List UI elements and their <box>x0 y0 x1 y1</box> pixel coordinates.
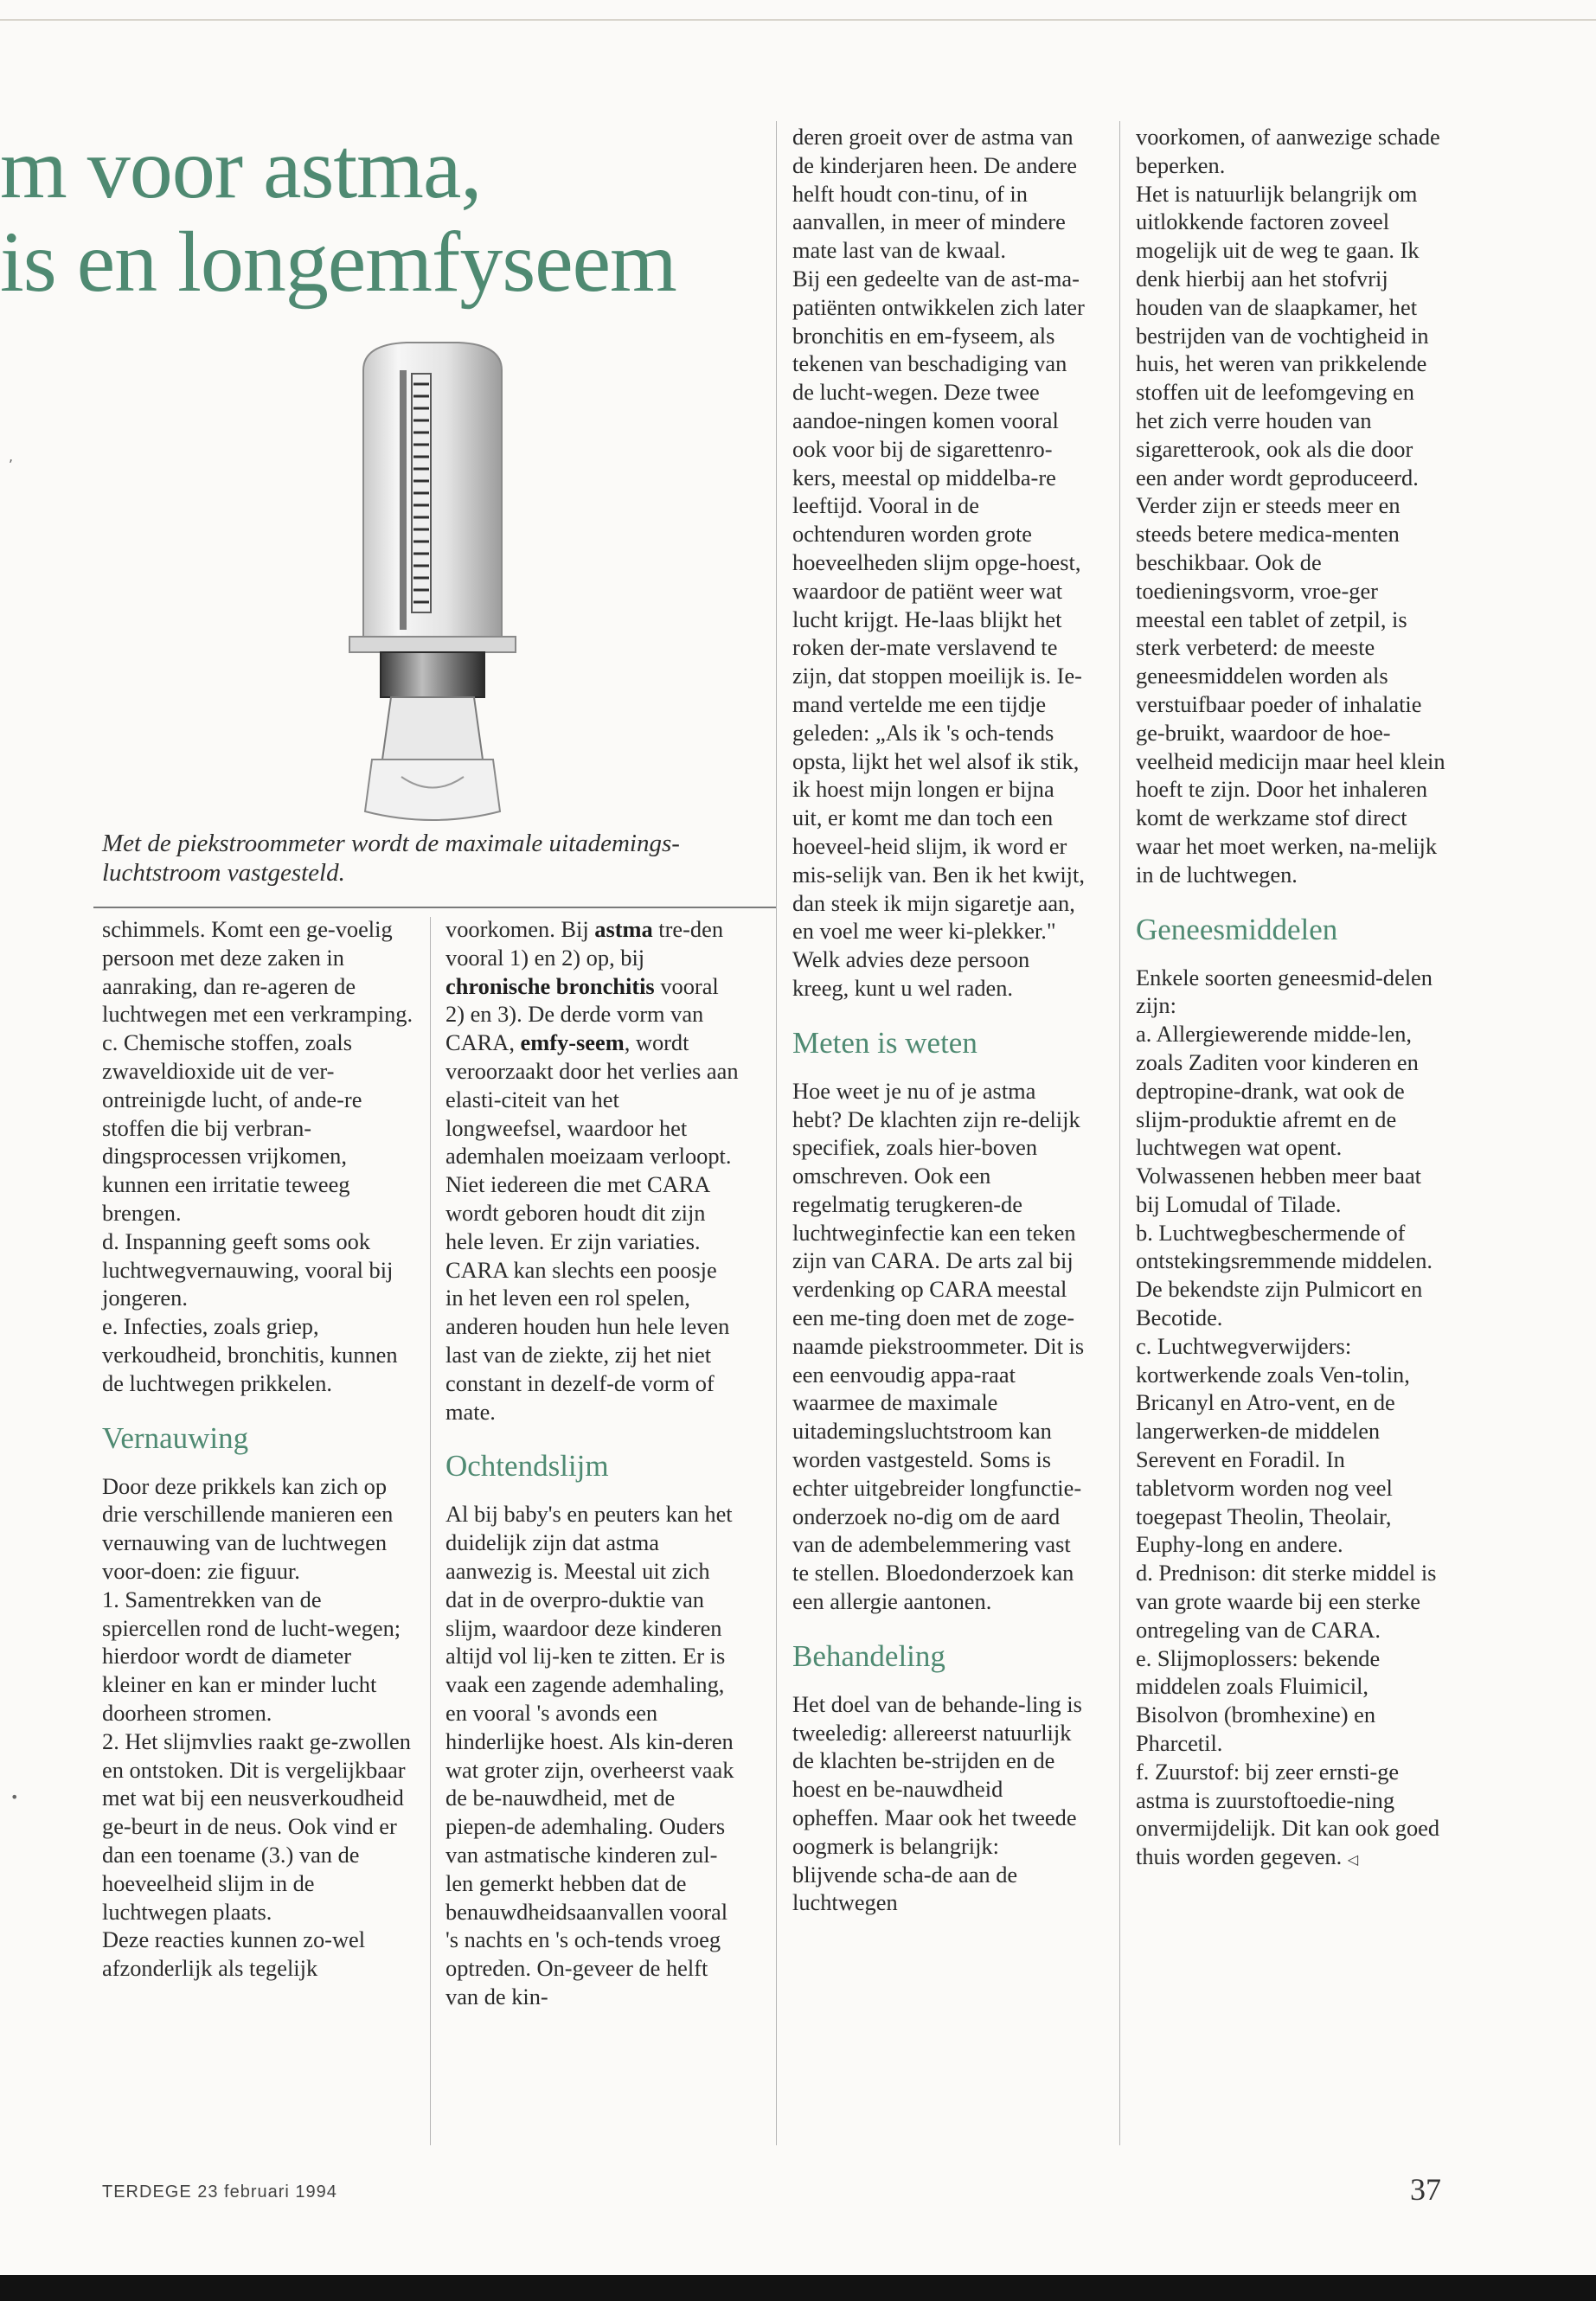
paragraph <box>1136 1758 1447 1875</box>
paragraph: e. Slijmoplossers: bekende middelen zoals Fluimicil, Bisolvon (bromhexine) en Pharcetil. <box>1136 1644 1381 1757</box>
paragraph: Deze reacties kunnen zo-wel afzonderlijk als tegelijk <box>102 1926 366 1982</box>
paragraph: Het is natuurlijk belangrijk om uitlokkende factoren zoveel mogelijk uit de weg te gaan. Ik denk hierbij aan het stofvrij houden van de slaapkamer, het bestrijden van de vochtigheid in huis, het weren van prikkelende stoffen uit de leefomgeving en het zich verre houden van sigaretterook, ook als die door een ander wordt geproduceerd. <box>1136 180 1429 490</box>
paragraph: Verder zijn er steeds meer en steeds betere medica-menten beschikbaar. Ook de toedieningsvorm, vroe-ger meestal een tablet of zetpil, is sterk verbeterd: de meeste geneesmiddelen worden als verstuifbaar poeder of inhalatie ge-bruikt, waardoor de hoe-veelheid medicijn maar heel klein hoeft te zijn. Door het inhaleren komt de werkzame stof direct waar het moet werken, na-melijk in de luchtwegen. <box>1136 492 1445 888</box>
column-divider-3 <box>1119 121 1120 2145</box>
paragraph: 1. Samentrekken van de spiercellen rond de lucht-wegen; hierdoor wordt de diameter kleiner en kan er minder lucht doorheen stromen. <box>102 1586 401 1726</box>
column-3 <box>792 123 1086 1917</box>
column-2 <box>445 915 740 2011</box>
paragraph: Enkele soorten geneesmid-delen zijn: <box>1136 964 1433 1019</box>
column-1 <box>102 915 413 1983</box>
text-run: voorkomen. Bij <box>445 916 595 942</box>
paragraph: Hoe weet je nu of je astma hebt? De klachten zijn re-delijk specifiek, zoals hier-boven omschreven. Ook een regelmatig terugkeren-de luchtweginfectie kan een teken zijn van CARA. De arts zal bij verdenking op CARA meestal een me-ting doen met de zoge-naamde piekstroommeter. Dit is een eenvoudig appa-raat waarmee de maximale uitademingsluchtstroom kan worden vastgesteld. Soms is echter uitgebreider longfunctie-onderzoek no-dig om de aard van de adembelemmering vast te stellen. Bloedonderzoek kan een allergie aantonen. <box>792 1077 1085 1615</box>
section-heading-geneesmiddelen: Geneesmiddelen <box>1136 912 1338 946</box>
page-number: 37 <box>1410 2172 1441 2207</box>
headline-line-2: is en longemfyseem <box>0 215 676 310</box>
paragraph: Door deze prikkels kan zich op drie verschillende manieren een vernauwing van de luchtwegen voor-doen: zie figuur. <box>102 1472 394 1584</box>
peak-flow-meter-illustration <box>329 327 536 829</box>
margin-tick: , <box>9 448 14 465</box>
section-heading-meten-is-weten: Meten is weten <box>792 1025 977 1060</box>
paragraph: c. Luchtwegverwijders: kortwerkende zoals Ven-tolin, Bricanyl en Atro-vent, en de langerwerken-de middelen Serevent en Foradil. In tabletvorm worden nog veel toegepast Theolin, Theolair, Euphy-long en andere. <box>1136 1332 1410 1558</box>
paragraph: d. Prednison: dit sterke middel is van grote waarde bij een sterke ontregeling van de CARA. <box>1136 1560 1437 1643</box>
term-astma: astma <box>594 916 653 942</box>
paragraph: d. Inspanning geeft soms ook luchtwegvernauwing, vooral bij jongeren. <box>102 1227 394 1311</box>
meter-slot <box>400 370 407 630</box>
text-run: vooral 2) en 3). De derde vorm van CARA, <box>445 972 719 1056</box>
paragraph: c. Chemische stoffen, zoals zwaveldioxide uit de ver-ontreinigde lucht, of ande-re stoffen die bij verbran-dingsprocessen vrijkomen, kunnen een irritatie teweeg brengen. <box>102 1029 362 1226</box>
column-divider-2 <box>776 121 777 2145</box>
margin-dot: • <box>10 1789 19 1805</box>
column-divider-1 <box>430 917 431 2145</box>
paragraph <box>445 915 740 1170</box>
paragraph: voorkomen, of aanwezige schade beperken. <box>1136 124 1440 178</box>
text-run: , wordt veroorzaakt door het verlies aan elasti-citeit van het longweefsel, waardoor het ademhalen moeizaam verloopt. <box>445 1029 739 1170</box>
paragraph: Niet iedereen die met CARA wordt geboren houdt dit zijn hele leven. Er zijn variaties. CARA kan slechts een poosje in het leven een rol spelen, anderen houden hun hele leven last van de ziekte, zij het niet constant in dezelf-de vorm of mate. <box>445 1171 730 1425</box>
text-run: tre-den vooral 1) en 2) op, bij <box>445 916 724 971</box>
scan-border <box>0 2275 1596 2301</box>
section-heading-vernauwing: Vernauwing <box>102 1420 249 1455</box>
term-chronische-bronchitis: chronische bronchitis <box>445 972 655 999</box>
section-heading-behandeling: Behandeling <box>792 1638 945 1673</box>
text-run: f. Zuurstof: bij zeer ernsti-ge astma is zuurstoftoedie-ning onvermijdelijk. Dit kan ook goed thuis worden gegeven. <box>1136 1758 1440 1870</box>
top-rule <box>0 19 1596 21</box>
end-of-article-icon: ◁ <box>1347 1851 1359 1868</box>
headline-line-1: m voor astma, <box>0 121 482 216</box>
paragraph: Al bij baby's en peuters kan het duidelijk zijn dat astma aanwezig is. Meestal uit zich dat in de overpro-duktie van slijm, waardoor deze kinderen altijd vol lij-ken te zitten. Er is vaak een zagende ademhaling, en vooral 's avonds een hinderlijke hoest. Als kin-deren wat groter zijn, overheerst vaak de be-nauwdheid, met de piepen-de ademhaling. Ouders van astmatische kinderen zul-len gemerkt hebben dat de benauwdheidsaanvallen vooral 's nachts en 's och-tends vroeg optreden. On-geveer de helft van de kin- <box>445 1501 734 2009</box>
paragraph: a. Allergiewerende midde-len, zoals Zaditen voor kinderen en deptropine-drank, wat ook de slijm-produktie afremt en de luchtwegen wat opent. Volwassenen hebben meer baat bij Lomudal of Tilade. <box>1136 1021 1422 1217</box>
term-emfyseem: emfy-seem <box>520 1029 625 1056</box>
caption-rule <box>93 907 777 908</box>
paragraph: Het doel van de behande-ling is tweeledig: allereerst natuurlijk de klachten be-strijden en de hoest en be-nauwdheid opheffen. Maar ook het tweede oogmerk is belangrijk: blijvende scha-de aan de luchtwegen <box>792 1690 1082 1916</box>
column-4 <box>1136 123 1447 1875</box>
section-heading-ochtendslijm: Ochtendslijm <box>445 1449 609 1484</box>
paragraph: b. Luchtwegbeschermende of ontstekingsremmende middelen. De bekendste zijn Pulmicort en Becotide. <box>1136 1219 1433 1331</box>
paragraph: deren groeit over de astma van de kinderjaren heen. De andere helft houdt con-tinu, of in aanvallen, in meer of mindere mate last van de kwaal. <box>792 124 1077 264</box>
paragraph: e. Infecties, zoals griep, verkoudheid, bronchitis, kunnen de luchtwegen prikkelen. <box>102 1313 398 1396</box>
footer-publication: TERDEGE 23 februari 1994 <box>102 2182 337 2202</box>
figure-caption: Met de piekstroommeter wordt de maximale uitademings-luchtstroom vastgesteld. <box>102 830 680 887</box>
paragraph: 2. Het slijmvlies raakt ge-zwollen en ontstoken. Dit is vergelijkbaar met wat bij een neusverkoudheid ge-beurt in de neus. Ook vind er dan een toename (3.) van de hoeveelheid slijm in de luchtwegen plaats. <box>102 1727 411 1925</box>
paragraph: schimmels. Komt een ge-voelig persoon met deze zaken in aanraking, dan re-ageren de luchtwegen met een verkramping. <box>102 916 413 1028</box>
paragraph: Bij een gedeelte van de ast-ma-patiënten ontwikkelen zich later bronchitis en em-fyseem, als tekenen van beschadiging van de lucht-wegen. Deze twee aandoe-ningen komen vooral ook voor bij de sigarettenro-kers, meestal op middelba-re leeftijd. Vooral in de ochtenduren worden grote hoeveelheden slijm opge-hoest, waardoor de patiënt weer wat lucht krijgt. He-laas blijkt het roken der-mate verslavend te zijn, dat stoppen moeilijk is. Ie-mand vertelde me een tijdje geleden: „Als ik 's och-tends opsta, lijkt het wel alsof ik stik, ik hoest mijn longen er bijna uit, er komt me dan toch een hoeveel-heid slijm, ik word er mis-selijk van. Ben ik het kwijt, dan steek ik mijn sigaretje aan, en voel me weer ki-plekker." Welk advies deze persoon kreeg, kunt u wel raden. <box>792 265 1085 1001</box>
